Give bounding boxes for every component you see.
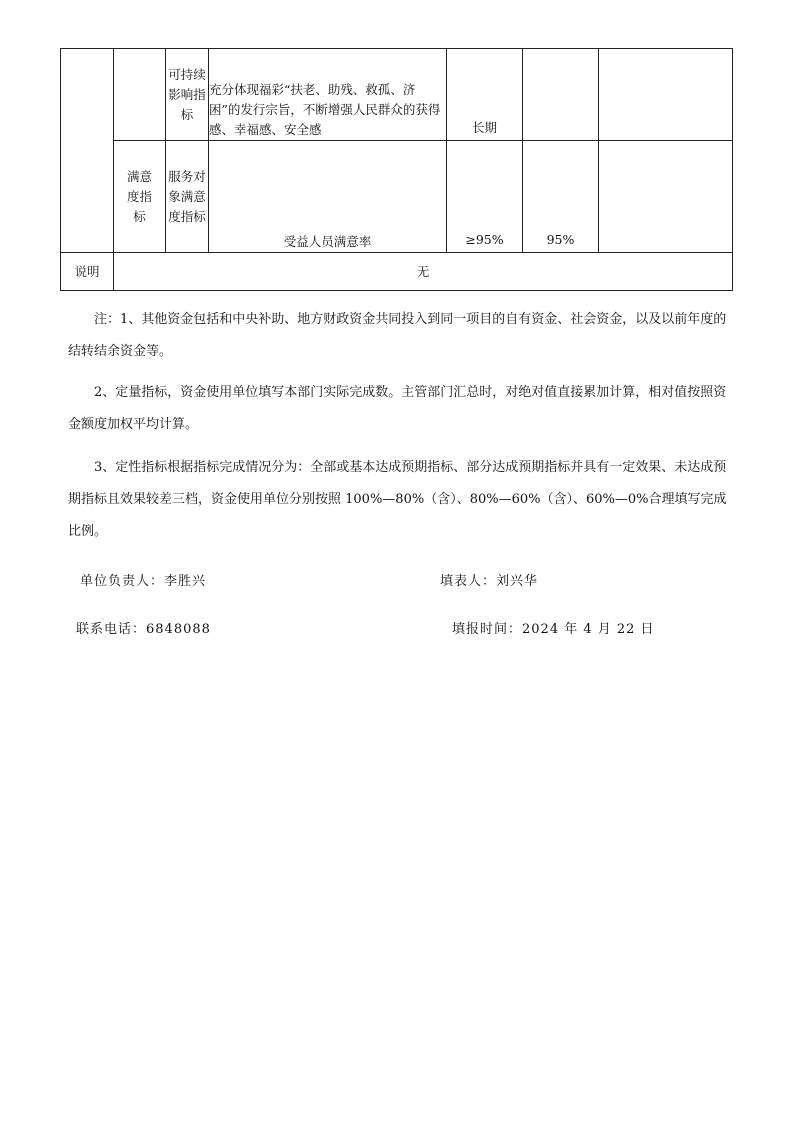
explanation-value: 无 [114, 253, 733, 291]
performance-indicator-table [60, 48, 733, 291]
note-3: 3、定性指标根据指标完成情况分为：全部或基本达成预期指标、部分达成预期指标并具有一定效果、未达成预期指标且效果较差三档，资金使用单位分别按照 100%—80%（含）、80%—60%（含）、60%—0%合理填写完成比例。 [68, 460, 727, 539]
sustainability-remark-cell [599, 49, 733, 141]
satisfaction-remark-cell [599, 141, 733, 253]
blank-level2-cell [114, 49, 166, 141]
blank-level1-cell [61, 49, 114, 253]
satisfaction-category: 满意度指标 [114, 141, 166, 253]
sustainability-indicator-description: 充分体现福彩“扶老、助残、救孤、济困”的发行宗旨，不断增强人民群众的获得感、幸福感、安全感 [209, 49, 447, 141]
satisfaction-indicator-description: 受益人员满意率 [209, 141, 447, 253]
table-row-sustainability [61, 49, 733, 141]
satisfaction-target-value: ≥95% [447, 141, 523, 253]
sustainability-target-value: 长期 [447, 49, 523, 141]
satisfaction-actual-value: 95% [523, 141, 599, 253]
table-row-explanation [61, 253, 733, 291]
explanation-label: 说明 [61, 253, 114, 291]
sustainability-actual-value [523, 49, 599, 141]
sustainability-indicator-name: 可持续影响指标 [166, 49, 209, 141]
unit-head-signature: 单位负责人：李胜兴 [80, 574, 207, 589]
table-row-satisfaction [61, 141, 733, 253]
note-1: 注：1、其他资金包括和中央补助、地方财政资金共同投入到同一项目的自有资金、社会资金，以及以前年度的结转结余资金等。 [68, 312, 727, 359]
note-2: 2、定量指标，资金使用单位填写本部门实际完成数。主管部门汇总时，对绝对值直接累加计算，相对值按照资金额度加权平均计算。 [68, 385, 727, 432]
filler-signature: 填表人：刘兴华 [440, 574, 539, 589]
fill-date: 填报时间：2024 年 4 月 22 日 [452, 622, 655, 637]
contact-phone: 联系电话：6848088 [76, 622, 211, 637]
satisfaction-indicator-name: 服务对象满意度指标 [166, 141, 209, 253]
